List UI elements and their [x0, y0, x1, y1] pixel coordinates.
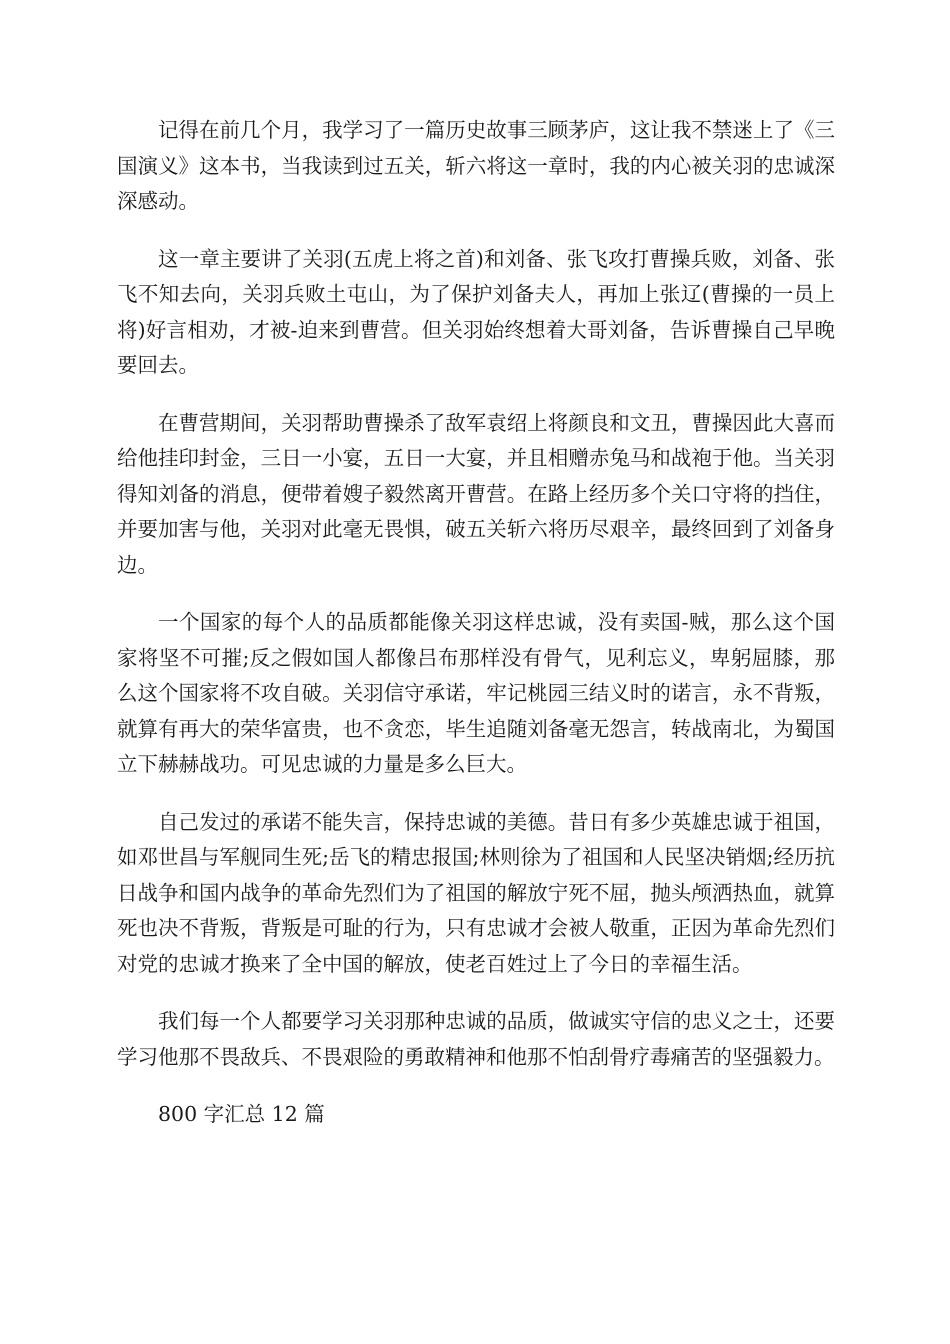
paragraph-4: 一个国家的每个人的品质都能像关羽这样忠诚，没有卖国-贼，那么这个国家将坚不可摧;反之假如国人都像吕布那样没有骨气，见利忘义，卑躬屈膝，那么这个国家将不攻自破。关羽信守承诺，牢记桃园三结义时的诺言，永不背叛，就算有再大的荣华富贵，也不贪恋，毕生追随刘备毫无怨言，转战南北，为蜀国立下赫赫战功。可见忠诚的力量是多么巨大。	[117, 610, 835, 776]
paragraph-3: 在曹营期间，关羽帮助曹操杀了敌军袁绍上将颜良和文丑，曹操因此大喜而给他挂印封金，三日一小宴，五日一大宴，并且相赠赤兔马和战袍于他。当关羽得知刘备的消息，便带着嫂子毅然离开曹营。在路上经历多个关口守将的挡住，并要加害与他，关羽对此毫无畏惧，破五关斩六将历尽艰辛，最终回到了刘备身边。	[117, 410, 835, 577]
paragraph-5: 自己发过的承诺不能失言，保持忠诚的美德。昔日有多少英雄忠诚于祖国，如邓世昌与军舰同生死;岳飞的精忠报国;林则徐为了祖国和人民坚决销烟;经历抗日战争和国内战争的革命先烈们为了祖国的解放宁死不屈，抛头颅洒热血，就算死也决不背叛，背叛是可耻的行为，只有忠诚才会被人敬重，正因为革命先烈们对党的忠诚才换来了全中国的解放，使老百姓过上了今日的幸福生活。	[117, 809, 835, 976]
document-body	[117, 113, 835, 1155]
paragraph-1: 记得在前几个月，我学习了一篇历史故事三顾茅庐，这让我不禁迷上了《三国演义》这本书，当我读到过五关，斩六将这一章时，我的内心被关羽的忠诚深深感动。	[117, 118, 835, 213]
section-heading: 800 字汇总 12 篇	[158, 1102, 325, 1126]
paragraph-2: 这一章主要讲了关羽(五虎上将之首)和刘备、张飞攻打曹操兵败，刘备、张飞不知去向，关羽兵败土屯山，为了保护刘备夫人，再加上张辽(曹操的一员上将)好言相劝，才被-迫来到曹营。但关羽始终想着大哥刘备，告诉曹操自己早晚要回去。	[117, 246, 835, 377]
paragraph-6: 我们每一个人都要学习关羽那种忠诚的品质，做诚实守信的忠义之士，还要学习他那不畏敌兵、不畏艰险的勇敢精神和他那不怕刮骨疗毒痛苦的坚强毅力。	[117, 1009, 835, 1069]
